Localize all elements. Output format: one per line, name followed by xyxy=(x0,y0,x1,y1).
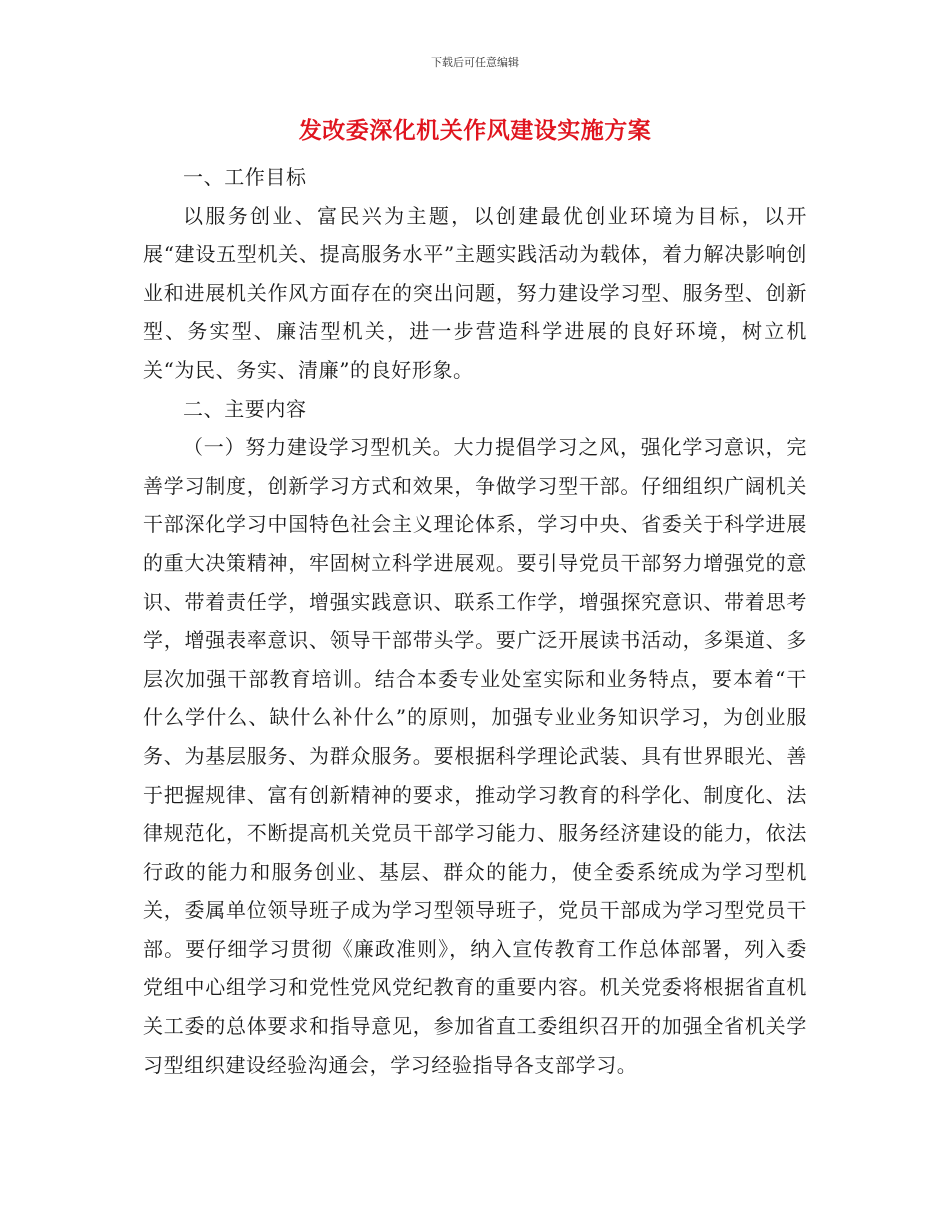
document-body xyxy=(143,158,807,1084)
document-title: 发改委深化机关作风建设实施方案 xyxy=(298,118,652,144)
section-heading-goals: 一、工作目标 xyxy=(183,165,307,189)
section-paragraph-goals: 以服务创业、富民兴为主题，以创建最优创业环境为目标，以开展“建设五型机关、提高服务水平”主题实践活动为载体，着力解决影响创业和进展机关作风方面存在的突出问题，努力建设学习型、服务型、创新型、务实型、廉洁型机关，进一步营造科学进展的良好环境，树立机关“为民、务实、清廉”的良好形象。 xyxy=(143,203,807,382)
section-paragraph-learning-organ: （一）努力建设学习型机关。大力提倡学习之风，强化学习意识，完善学习制度，创新学习方式和效果，争做学习型干部。仔细组织广阔机关干部深化学习中国特色社会主义理论体系，学习中央、省委关于科学进展的重大决策精神，牢固树立科学进展观。要引导党员干部努力增强党的意识、带着责任学，增强实践意识、联系工作学，增强探究意识、带着思考学，增强表率意识、领导干部带头学。要广泛开展读书活动，多渠道、多层次加强干部教育培训。结合本委专业处室实际和业务特点，要本着“干什么学什么、缺什么补什么”的原则，加强专业业务知识学习，为创业服务、为基层服务、为群众服务。要根据科学理论武装、具有世界眼光、善于把握规律、富有创新精神的要求，推动学习教育的科学化、制度化、法律规范化，不断提高机关党员干部学习能力、服务经济建设的能力，依法行政的能力和服务创业、基层、群众的能力，使全委系统成为学习型机关，委属单位领导班子成为学习型领导班子，党员干部成为学习型党员干部。要仔细学习贯彻《廉政准则》，纳入宣传教育工作总体部署，列入委党组中心组学习和党性党风党纪教育的重要内容。机关党委将根据省直机关工委的总体要求和指导意见，参加省直工委组织召开的加强全省机关学习型组织建设经验沟通会，学习经验指导各支部学习。 xyxy=(143,435,807,1077)
section-heading-content: 二、主要内容 xyxy=(183,396,307,421)
page-header-note: 下载后可任意编辑 xyxy=(431,56,519,69)
